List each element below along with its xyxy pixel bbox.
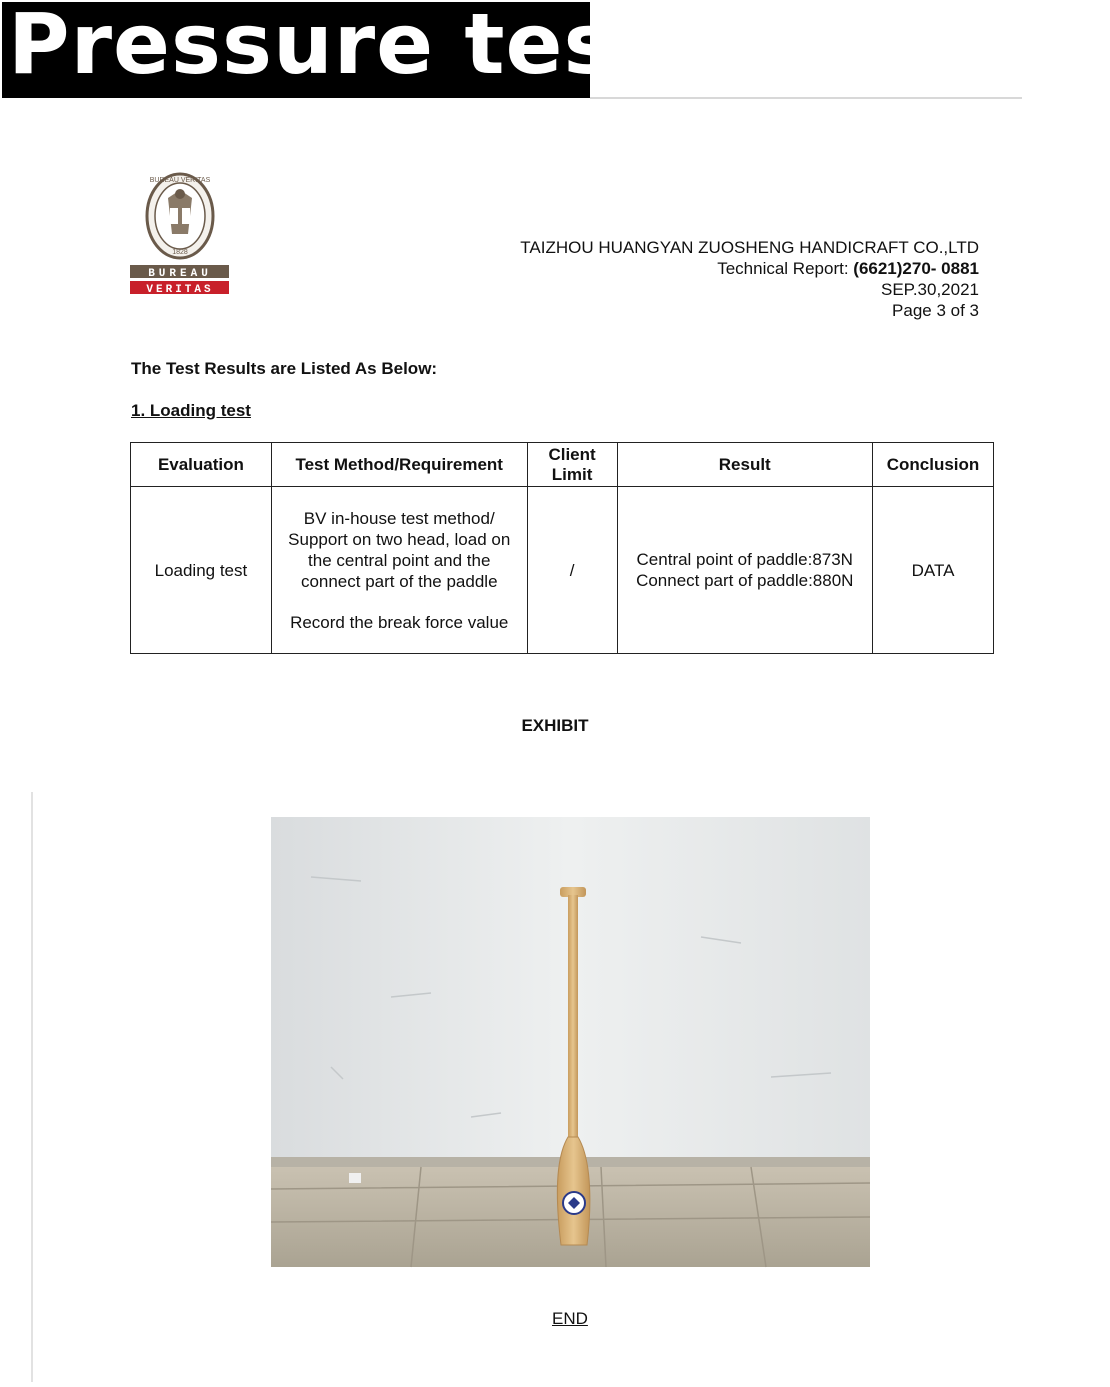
cell-conclusion: DATA	[873, 487, 994, 654]
cell-test-method: BV in-house test method/ Support on two head, load on the central point and the connect part of the paddle Record the break force value	[271, 487, 527, 654]
page-title-banner: Pressure test	[2, 2, 590, 98]
header-conclusion: Conclusion	[873, 443, 994, 487]
seal-text: BUREAU VERITAS	[149, 177, 211, 184]
company-name: TAIZHOU HUANGYAN ZUOSHENG HANDICRAFT CO.,LTD	[520, 238, 979, 257]
table-header-row	[131, 443, 994, 487]
header-test-method: Test Method/Requirement	[271, 443, 527, 487]
page-indicator: Page 3 of 3	[892, 301, 979, 320]
report-number: (6621)270- 0881	[853, 259, 979, 278]
report-header	[520, 237, 979, 321]
header-client-limit: Client Limit	[527, 443, 617, 487]
exhibit-label: EXHIBIT	[521, 716, 589, 735]
cell-result: Central point of paddle:873N Connect part of paddle:880N	[617, 487, 873, 654]
report-label: Technical Report:	[717, 259, 854, 278]
table-row	[131, 487, 994, 654]
cell-method-requirement: Record the break force value	[290, 612, 509, 632]
report-number-line	[520, 258, 979, 279]
seal-year: 1828	[172, 249, 188, 256]
cell-evaluation: Loading test	[131, 487, 272, 654]
results-table	[130, 442, 994, 654]
logo-word-veritas: VERITAS	[146, 284, 214, 296]
end-label: END	[552, 1309, 588, 1328]
left-margin-line	[31, 792, 33, 1382]
subsection-heading: 1. Loading test	[131, 401, 251, 420]
logo-word-bureau: BUREAU	[148, 268, 212, 280]
report-date: SEP.30,2021	[881, 280, 979, 299]
paddle-photo	[271, 817, 870, 1267]
title-divider	[590, 97, 1022, 99]
cell-client-limit: /	[527, 487, 617, 654]
section-heading: The Test Results are Listed As Below:	[131, 359, 438, 378]
bureau-veritas-logo	[128, 168, 232, 298]
header-evaluation: Evaluation	[131, 443, 272, 487]
header-result: Result	[617, 443, 873, 487]
